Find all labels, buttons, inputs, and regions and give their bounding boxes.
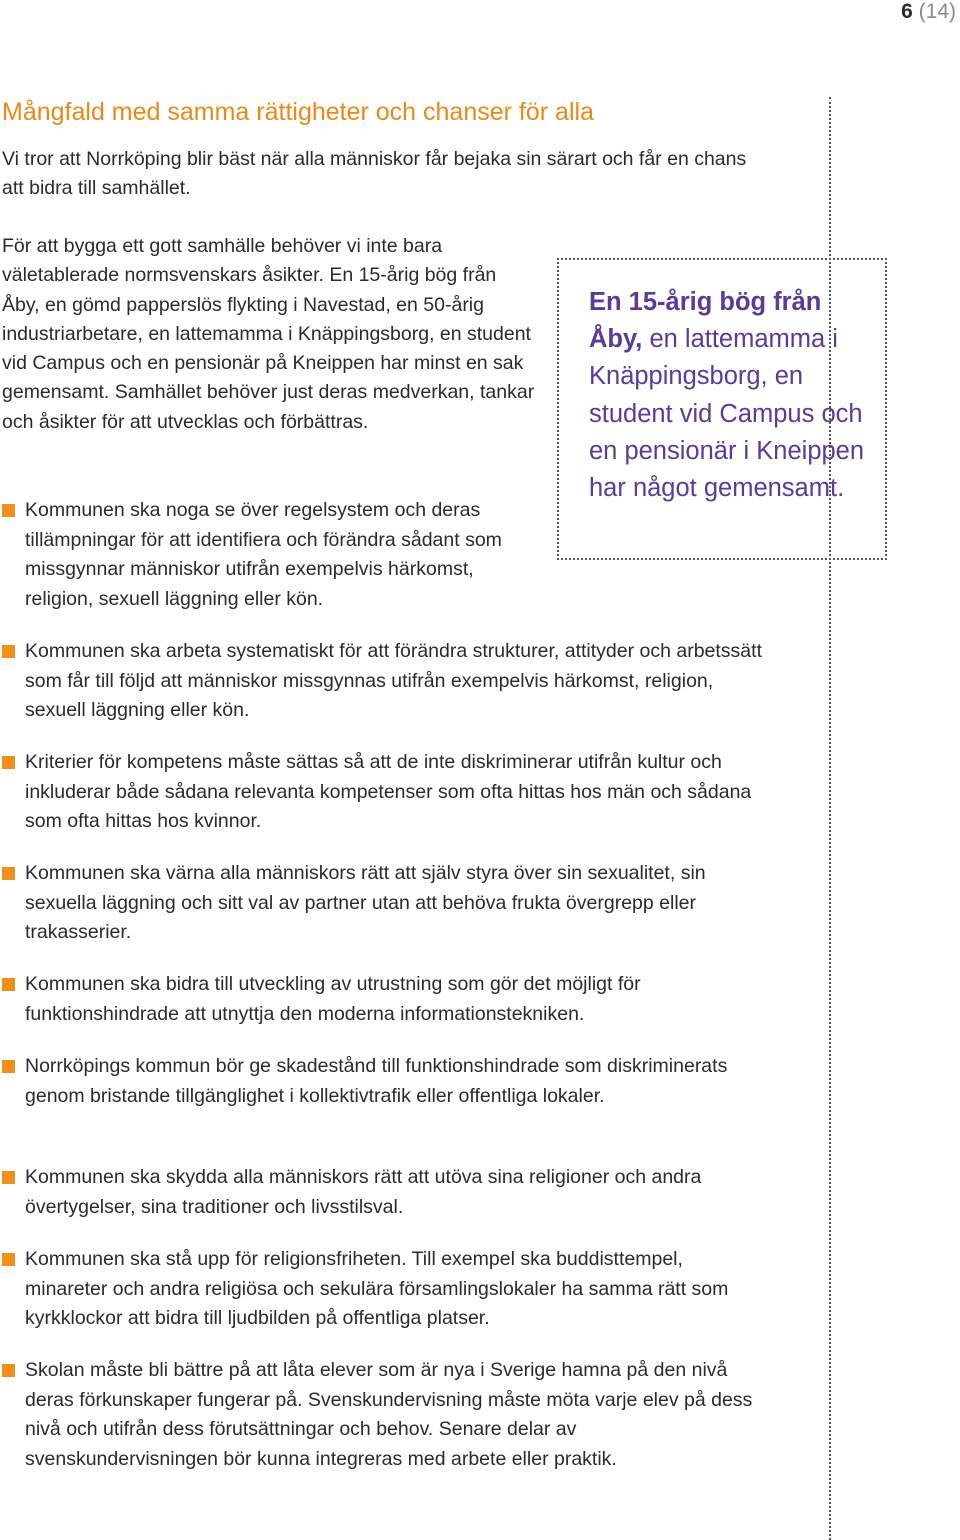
pull-quote-box: [557, 258, 887, 560]
bullet-text: Kriterier för kompetens måste sättas så att de inte diskriminerar utifrån kultur och inkluderar både sådana relevanta kompetenser som ofta hittas hos män och sådana som ofta hittas hos kvinnor.: [25, 751, 752, 832]
bullet-text: Kommunen ska värna alla människors rätt att själv styra över sin sexualitet, sin sexuella läggning och sitt val av partner utan att behöva frukta övergrepp eller trakasserier.: [25, 862, 706, 943]
bullet-item: [25, 1052, 770, 1111]
page-number-total: (14): [918, 0, 956, 23]
bullet-text: Kommunen ska noga se över regelsystem och deras tillämpningar för att identifiera och förändra sådant som missgynnar människor utifrån exempelvis härkomst, religion, sexuell läggning eller kön.: [25, 499, 502, 610]
bullet-square-icon: [2, 1060, 15, 1073]
bullet-item: [25, 496, 525, 614]
bullet-item: [25, 637, 770, 726]
pull-quote-bold: En 15-årig bög från Åby,: [589, 288, 822, 354]
bullet-item: [25, 1245, 770, 1334]
bullet-item: [25, 970, 770, 1029]
bullet-text: Kommunen ska arbeta systematiskt för att förändra strukturer, attityder och arbetssätt som får till följd att människor missgynnas utifrån exempelvis härkomst, religion, sexuell läggning eller kön.: [25, 640, 762, 721]
bullet-square-icon: [2, 1253, 15, 1266]
pull-quote: [589, 284, 879, 507]
intro-paragraph: Vi tror att Norrköping blir bäst när alla människor får bejaka sin särart och får en chans att bidra till samhället.: [2, 148, 747, 200]
bullet-item: [25, 859, 770, 948]
bullet-square-icon: [2, 978, 15, 991]
bullet-square-icon: [2, 1171, 15, 1184]
bullet-text: Kommunen ska bidra till utveckling av utrustning som gör det möjligt för funktionshindrade att utnyttja den moderna informationstekniken.: [25, 973, 641, 1025]
bullet-square-icon: [2, 1364, 15, 1377]
bullet-text: Norrköpings kommun bör ge skadestånd till funktionshindrade som diskriminerats genom bristande tillgänglighet i kollektivtrafik eller offentliga lokaler.: [25, 1055, 728, 1107]
page-number-current: 6: [901, 0, 913, 23]
page-number: [901, 0, 956, 24]
section-heading: Mångfald med samma rättigheter och chanser för alla: [2, 98, 594, 126]
body-paragraph: För att bygga ett gott samhälle behöver vi inte bara väletablerade normsvenskars åsikter. En 15-årig bög från Åby, en gömd papperslös flykting i Navestad, en 50-årig industriarbetare, en lattemamma i Knäppingsborg, en student vid Campus och en pensionär på Kneippen har minst en sak gemensamt. Samhället behöver just deras medverkan, tankar och åsikter för att utvecklas och förbättras.: [2, 235, 535, 433]
bullet-square-icon: [2, 645, 15, 658]
bullet-item: [25, 748, 785, 837]
bullet-square-icon: [2, 756, 15, 769]
pull-quote-rest: en lattemamma i Knäppingsborg, en student vid Campus och en pensionär i Kneippen har något gemensamt.: [589, 325, 865, 503]
bullet-text: Kommunen ska stå upp för religionsfriheten. Till exempel ska buddisttempel, minareter och andra religiösa och sekulära församlingslokaler ha samma rätt som kyrkklockor att bidra till ljudbilden på offentliga platser.: [25, 1248, 729, 1329]
bullet-text: Skolan måste bli bättre på att låta elever som är nya i Sverige hamna på den nivå deras förkunskaper fungerar på. Svenskundervisning måste möta varje elev på dess nivå och utifrån dess förutsättningar och behov. Senare delar av svenskundervisningen bör kunna integreras med arbete eller praktik.: [25, 1359, 753, 1470]
bullet-square-icon: [2, 504, 15, 517]
bullet-text: Kommunen ska skydda alla människors rätt att utöva sina religioner och andra övertygelser, sina traditioner och livsstilsval.: [25, 1166, 702, 1218]
bullet-item: [25, 1356, 770, 1474]
bullet-item: [25, 1163, 770, 1222]
bullet-square-icon: [2, 867, 15, 880]
